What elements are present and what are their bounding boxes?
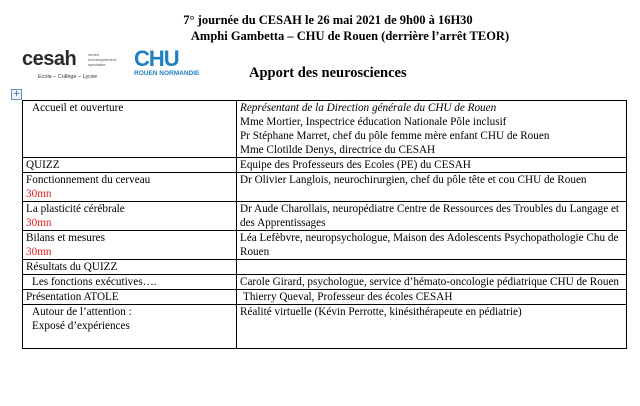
speaker-cell [237,290,627,305]
speaker-cell [237,173,627,202]
speaker-line: Pr Stéphane Marret, chef du pôle femme mère enfant CHU de Rouen [240,130,550,142]
cesah-logo [22,46,117,86]
session-label: Bilans et mesures [26,232,105,244]
speaker-cell [237,260,627,275]
speaker-line: Thierry Queval, Professeur des écoles CESAH [243,291,453,303]
speaker-line: Mme Clotilde Denys, directrice du CESAH [240,144,436,156]
chu-logo-subtitle: ROUEN NORMANDIE [134,70,200,77]
table-row [23,202,627,231]
chu-logo [132,46,212,86]
session-label: QUIZZ [26,159,60,171]
session-cell [23,231,237,260]
speaker-cell [237,305,627,349]
session-duration: 30mn [26,188,52,200]
speaker-line: Dr Olivier Langlois, neurochirurgien, chef du pôle tête et cou CHU de Rouen [240,174,587,186]
session-cell [23,202,237,231]
session-label: Les fonctions exécutives…. [32,276,157,288]
page-title: Apport des neurosciences [249,65,407,81]
speaker-cell [237,202,627,231]
session-label: Accueil et ouverture [32,102,124,114]
session-cell [23,158,237,173]
table-row [23,101,627,158]
table-row [23,305,627,349]
session-cell [23,290,237,305]
table-row [23,290,627,305]
session-duration: 30mn [26,246,52,258]
speaker-line: Représentant de la Direction générale du CHU de Rouen [240,102,497,114]
speaker-line: Dr Aude Charollais, neuropédiatre Centre de Ressources des Troubles du Langage et des Apprentissages [240,203,620,229]
table-row [23,275,627,290]
session-duration: 30mn [26,217,52,229]
session-cell [23,173,237,202]
session-cell [23,275,237,290]
session-label-line2: Exposé d’expériences [32,320,130,332]
speaker-line: Léa Lefèbvre, neuropsychologue, Maison des Adolescents Psychopathologie Chu de Rouen [240,232,619,258]
speaker-line: Mme Mortier, Inspectrice éducation Nationale Pôle inclusif [240,116,507,128]
agenda-table [22,100,627,349]
speaker-cell [237,231,627,260]
event-date-line: 7° journée du CESAH le 26 mai 2021 de 9h00 à 16H30 [183,13,473,27]
table-row [23,173,627,202]
session-label: La plasticité cérébrale [26,203,125,215]
speaker-cell [237,275,627,290]
session-label: Présentation ATOLE [26,291,119,303]
speaker-cell [237,101,627,158]
chu-logo-word: CHU [134,46,179,71]
cesah-logo-subtitle: centre d'enseignement spécialisé [88,52,117,67]
table-row [23,231,627,260]
event-location-line: Amphi Gambetta – CHU de Rouen (derrière l’arrêt TEOR) [190,29,510,43]
session-label: Résultats du QUIZZ [26,261,118,273]
session-cell [23,305,237,349]
speaker-line: Carole Girard, psychologue, service d’hémato-oncologie pédiatrique CHU de Rouen [240,276,620,288]
session-label: Autour de l’attention : [32,306,132,318]
speaker-line: Réalité virtuelle (Kévin Perrotte, kinésithérapeute en pédiatrie) [240,306,522,318]
session-label: Fonctionnement du cerveau [26,174,151,186]
cesah-logo-word: cesah [22,48,77,70]
session-cell [23,101,237,158]
speaker-line: Equipe des Professeurs des Ecoles (PE) du CESAH [240,159,471,171]
cesah-logo-tagline: Ecole – Collège – Lycée [38,74,98,80]
table-row [23,158,627,173]
session-cell [23,260,237,275]
speaker-cell [237,158,627,173]
table-row [23,260,627,275]
table-move-handle-icon[interactable]: + [12,89,21,99]
